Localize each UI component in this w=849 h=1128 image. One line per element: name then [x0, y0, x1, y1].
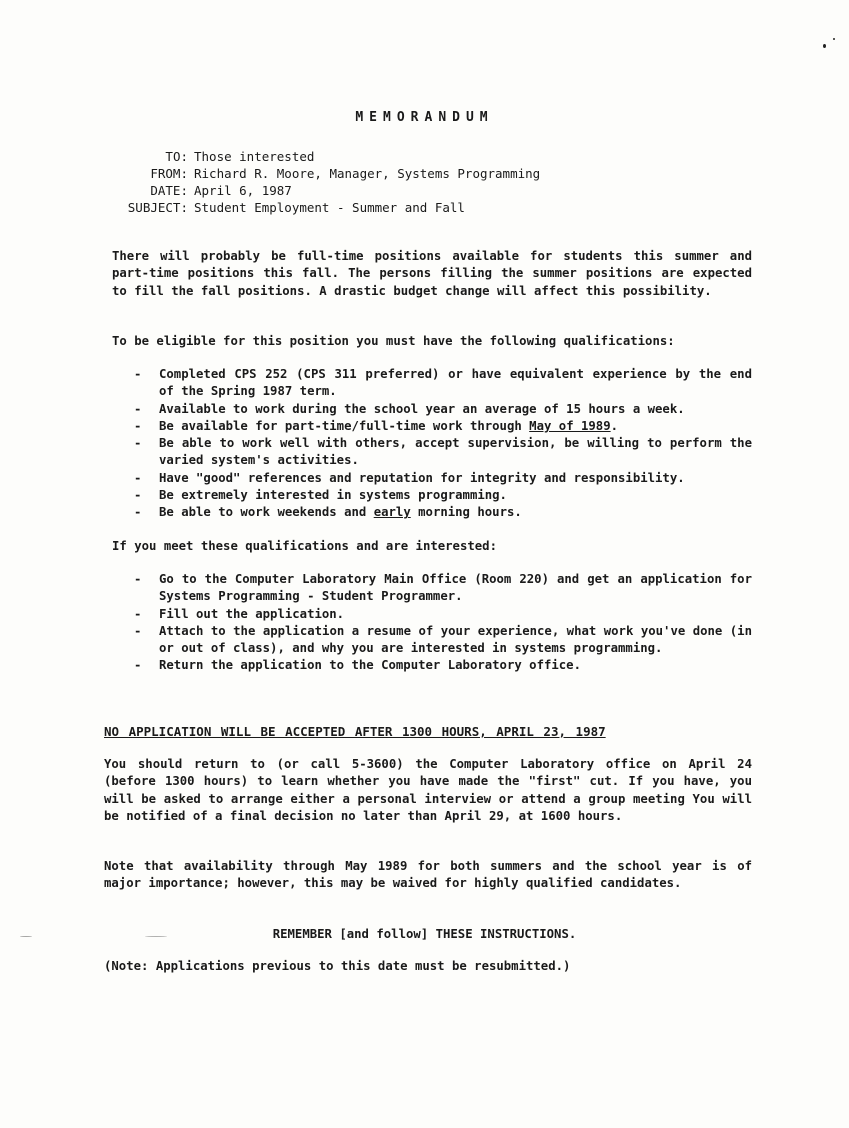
list-item-text: Be able to work weekends and [159, 505, 374, 520]
date-row [112, 182, 540, 199]
underlined-date: May of 1989 [529, 418, 611, 433]
date-value: April 6, 1987 [194, 183, 292, 198]
from-row [112, 165, 540, 182]
scan-speck [145, 936, 167, 937]
list-item [112, 504, 752, 521]
deadline-notice: NO APPLICATION WILL BE ACCEPTED AFTER 1300 HOURS, APRIL 23, 1987 [104, 724, 606, 739]
scan-speck [20, 936, 32, 937]
steps-intro: If you meet these qualifications and are interested: [112, 539, 497, 553]
memo-header [112, 148, 540, 216]
qualifications-intro: To be eligible for this position you must have the following qualifications: [112, 334, 675, 348]
to-label: TO: [165, 149, 188, 164]
list-item: - Completed CPS 252 (CPS 311 preferred) or have equivalent experience by the end of the Spring 1987 term. [112, 366, 752, 401]
list-item: - Be able to work well with others, accept supervision, be willing to perform the varied system's activities. [112, 435, 752, 470]
subject-row [112, 199, 540, 216]
scan-speck [823, 44, 826, 48]
list-item-end: morning hours. [410, 505, 522, 520]
list-item: - Return the application to the Computer Laboratory office. [112, 657, 752, 674]
to-row [112, 148, 540, 165]
underlined-word: early [373, 505, 411, 520]
subject-label: SUBJECT: [127, 200, 188, 215]
to-value: Those interested [194, 149, 315, 164]
list-item-text: Be available for part-time/full-time work through [159, 418, 530, 433]
from-label: FROM: [150, 166, 188, 181]
date-label: DATE: [150, 183, 188, 198]
list-item: - Go to the Computer Laboratory Main Office (Room 220) and get an application for Systems Programming - Student Programmer. [112, 571, 752, 606]
list-item: - Fill out the application. [112, 606, 752, 623]
list-item: - Have "good" references and reputation for integrity and responsibility. [112, 470, 752, 487]
resubmit-note: (Note: Applications previous to this date must be resubmitted.) [104, 959, 571, 973]
intro-paragraph: There will probably be full-time positions available for students this summer and part-time positions this fall. The persons filling the summer positions are expected to fill the fall positions. A drastic budget change will affect this possibility. [112, 249, 752, 298]
list-item-end: . [610, 418, 619, 433]
subject-value: Student Employment - Summer and Fall [194, 200, 465, 215]
return-paragraph: You should return to (or call 5-3600) the Computer Laboratory office on April 24 (before 1300 hours) to learn whether you have made the "first" cut. If you have, you will be asked to arrange either a personal interview or attend a group meeting You will be notified of a final decision no later than April 29, at 1600 hours. [104, 757, 752, 823]
availability-note: Note that availability through May 1989 for both summers and the school year is of major importance; however, this may be waived for highly qualified candidates. [104, 859, 752, 891]
qualifications-list [112, 366, 752, 522]
list-item: - Be extremely interested in systems programming. [112, 487, 752, 504]
list-item: - Attach to the application a resume of your experience, what work you've done (in or out of class), and why you are interested in systems programming. [112, 623, 752, 658]
scan-speck [833, 38, 835, 40]
steps-list [112, 571, 752, 675]
memo-title: MEMORANDUM [355, 110, 494, 125]
list-item [112, 418, 752, 435]
remember-instructions: REMEMBER [and follow] THESE INSTRUCTIONS. [272, 927, 577, 941]
from-value: Richard R. Moore, Manager, Systems Programming [194, 166, 541, 181]
list-item: - Available to work during the school year an average of 15 hours a week. [112, 401, 752, 418]
